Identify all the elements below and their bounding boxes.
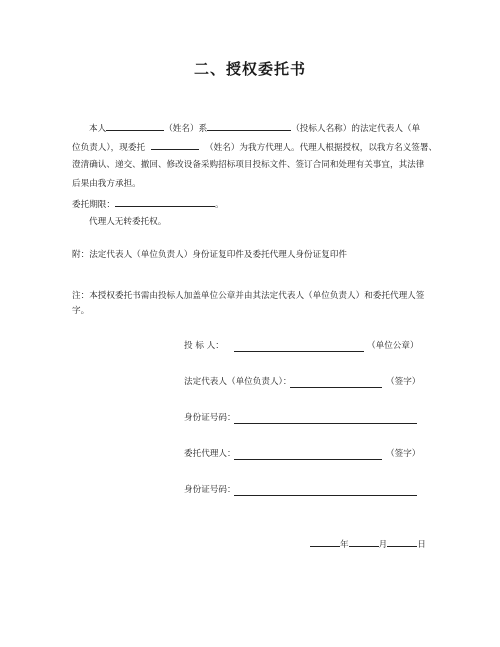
- authorization-line-1: [89, 121, 420, 135]
- id-number-blank-1: [234, 423, 417, 424]
- agent-label: 委托代理人：: [184, 449, 236, 459]
- year-label: 年: [340, 540, 349, 550]
- no-subdelegation: 代理人无转委托权。: [89, 217, 167, 227]
- text: （投标人名称）的法定代表人（单: [291, 124, 421, 134]
- attachment-note: 附：法定代表人（单位负责人）身份证复印件及委托代理人身份证复印件: [72, 250, 348, 260]
- text: （姓名）系: [164, 124, 208, 134]
- note-line-2: 字。: [72, 306, 90, 316]
- name-blank: [106, 121, 164, 131]
- bidder-suffix: （单位公章）: [367, 341, 419, 351]
- agent-suffix: （签字）: [386, 449, 421, 459]
- authorization-line-4: 后果由我方承担。: [72, 179, 141, 189]
- agent-name-blank: [151, 140, 199, 150]
- legal-rep-blank: [290, 387, 382, 388]
- month-blank: [349, 537, 379, 547]
- bidder-blank: [234, 351, 364, 352]
- bidder-label: 投 标 人：: [184, 341, 224, 351]
- day-label: 日: [417, 540, 426, 550]
- legal-rep-suffix: （签字）: [386, 377, 421, 387]
- date-line: [310, 537, 426, 551]
- term-label: 委托期限：: [72, 200, 115, 210]
- text: 本人: [89, 124, 107, 134]
- text: 位负责人），现委托: [72, 143, 146, 153]
- text: 。: [214, 200, 224, 210]
- term-line: [72, 197, 224, 211]
- month-label: 月: [378, 540, 388, 550]
- authorization-line-3: 澄清确认、递交、撤回、修改设备采购招标项目投标文件、签订合同和处理有关事宜，其法律: [72, 160, 425, 170]
- day-blank: [387, 537, 417, 547]
- term-blank: [115, 197, 215, 207]
- agent-blank: [234, 459, 382, 460]
- authorization-line-2: [72, 140, 437, 154]
- bidder-name-blank: [207, 121, 291, 131]
- note-line-1: 注：本授权委托书需由投标人加盖单位公章并由其法定代表人（单位负责人）和委托代理人签: [72, 291, 425, 301]
- id-number-label-1: 身份证号码：: [184, 413, 236, 423]
- legal-rep-label: 法定代表人（单位负责人）：: [184, 377, 292, 387]
- text: （姓名）为我方代理人。代理人根据授权，以我方名义签署、: [205, 143, 438, 153]
- year-blank: [310, 537, 340, 547]
- id-number-label-2: 身份证号码：: [184, 485, 236, 495]
- document-title: 二、授权委托书: [193, 60, 306, 78]
- id-number-blank-2: [234, 495, 417, 496]
